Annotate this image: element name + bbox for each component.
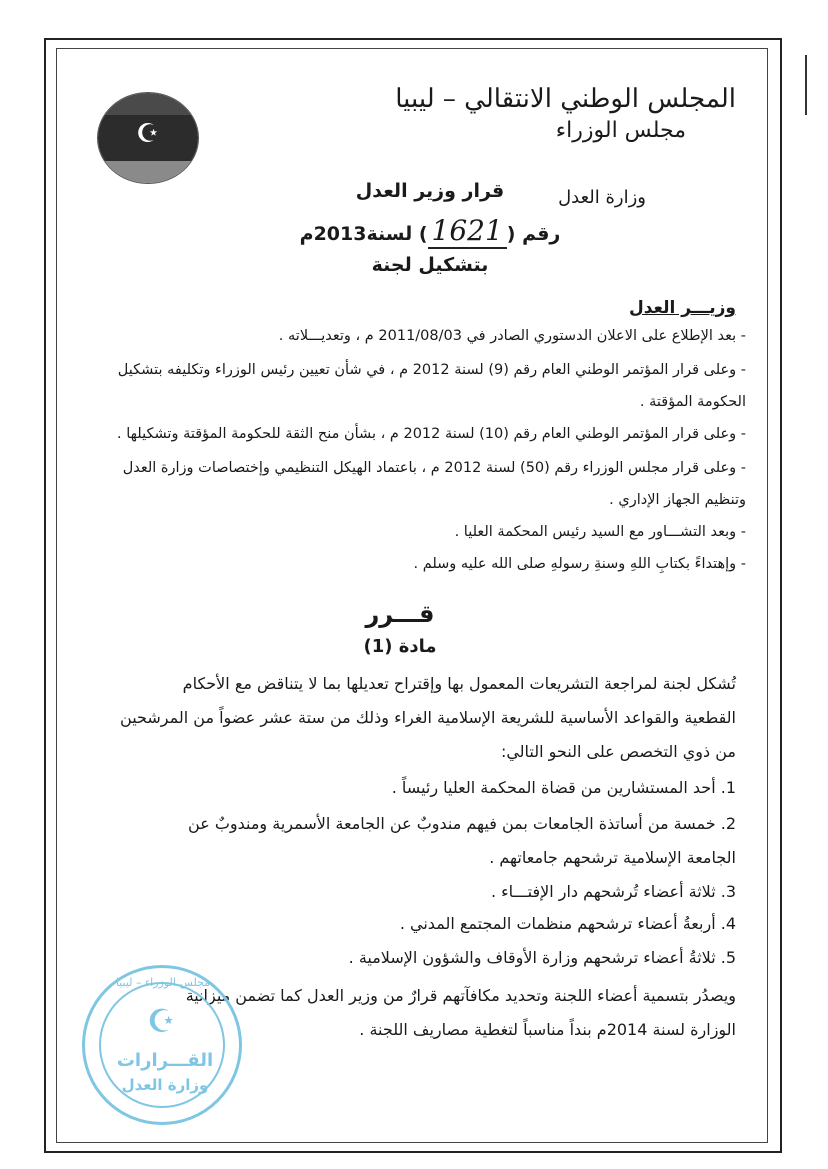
decision-title: قرار وزير العدل: [355, 180, 505, 202]
handwritten-number: 1621: [428, 214, 507, 249]
body-line: من ذوي التخصص على النحو التالي:: [500, 742, 736, 761]
council-title: المجلس الوطني الانتقالي – ليبيا: [395, 84, 736, 114]
preamble-line: وتنظيم الجهاز الإداري .: [609, 492, 746, 508]
body-line: الوزارة لسنة 2014م بنداً مناسباً لتغطية مصاريف اللجنة .: [359, 1020, 736, 1039]
preamble-line: - وعلى قرار المؤتمر الوطني العام رقم (9) لسنة 2012 م ، في شأن تعيين رئيس الوزراء وتكليفه بتشكيل: [117, 362, 746, 378]
preamble-line: - وبعد التشـــاور مع السيد رئيس المحكمة العليا .: [454, 524, 746, 540]
libya-flag-emblem: [97, 92, 199, 184]
body-line: تُشكل لجنة لمراجعة التشريعات المعمول بها وإقتراح تعديلها بما لا يتناقض مع الأحكام: [182, 674, 736, 693]
crescent-icon: ☪: [136, 118, 160, 149]
body-line: ويصدُر بتسمية أعضاء اللجنة وتحديد مكافآتهم قرارٌ من وزير العدل كما تضمن ميزانية: [185, 986, 736, 1005]
preamble-heading: وزيـــر العدل: [628, 298, 736, 318]
decree-label: قـــرر: [365, 600, 435, 628]
stamp-crescent-icon: ☪: [147, 1002, 176, 1040]
stamp-ministry: وزارة العدل: [121, 1076, 209, 1094]
stamp-label: القـــرارات: [116, 1050, 214, 1071]
body-line: القطعية والقواعد الأساسية للشريعة الإسلامية الغراء وذلك من ستة عشر عضواً من المرشحين: [120, 708, 736, 727]
scan-edge-mark: [805, 55, 807, 115]
ministry-name: وزارة العدل: [558, 187, 646, 208]
cabinet-title: مجلس الوزراء: [555, 118, 686, 143]
stamp-rim-text: مجلس الوزراء – ليبيا: [115, 976, 211, 989]
preamble-line: الحكومة المؤقتة .: [639, 394, 746, 410]
decision-subject: بتشكيل لجنة: [371, 254, 489, 276]
preamble-line: - وعلى قرار المؤتمر الوطني العام رقم (10) لسنة 2012 م ، بشأن منح الثقة للحكومة المؤقتة وتشكيلها .: [116, 426, 746, 442]
list-item: 3. ثلاثة أعضاء تُرشحهم دار الإفتـــاء .: [490, 882, 736, 901]
list-item-continuation: الجامعة الإسلامية ترشحهم جامعاتهم .: [489, 848, 736, 867]
list-item: 2. خمسة من أساتذة الجامعات بمن فيهم مندوبٌ عن الجامعة الأسمرية ومندوبٌ عن: [188, 814, 736, 833]
list-item: 5. ثلاثةُ أعضاء ترشحهم وزارة الأوقاف والشؤون الإسلامية .: [348, 948, 736, 967]
list-item: 4. أربعةُ أعضاء ترشحهم منظمات المجتمع المدني .: [399, 914, 736, 933]
preamble-line: - وعلى قرار مجلس الوزراء رقم (50) لسنة 2012 م ، باعتماد الهيكل التنظيمي وإختصاصات وزارة العدل: [122, 460, 746, 476]
official-stamp: [82, 965, 242, 1125]
preamble-line: - بعد الإطلاع على الاعلان الدستوري الصادر في 2011/08/03 م ، وتعديـــلاته .: [278, 328, 746, 344]
decision-number-line: رقم (1621) لسنة2013م: [299, 214, 561, 247]
preamble-line: - وإهتداءً بكتابِ اللهِ وسنةِ رسولهِ صلى الله عليه وسلم .: [413, 556, 746, 572]
list-item: 1. أحد المستشارين من قضاة المحكمة العليا رئيساً .: [391, 778, 736, 797]
article-label: مادة (1): [363, 636, 437, 657]
